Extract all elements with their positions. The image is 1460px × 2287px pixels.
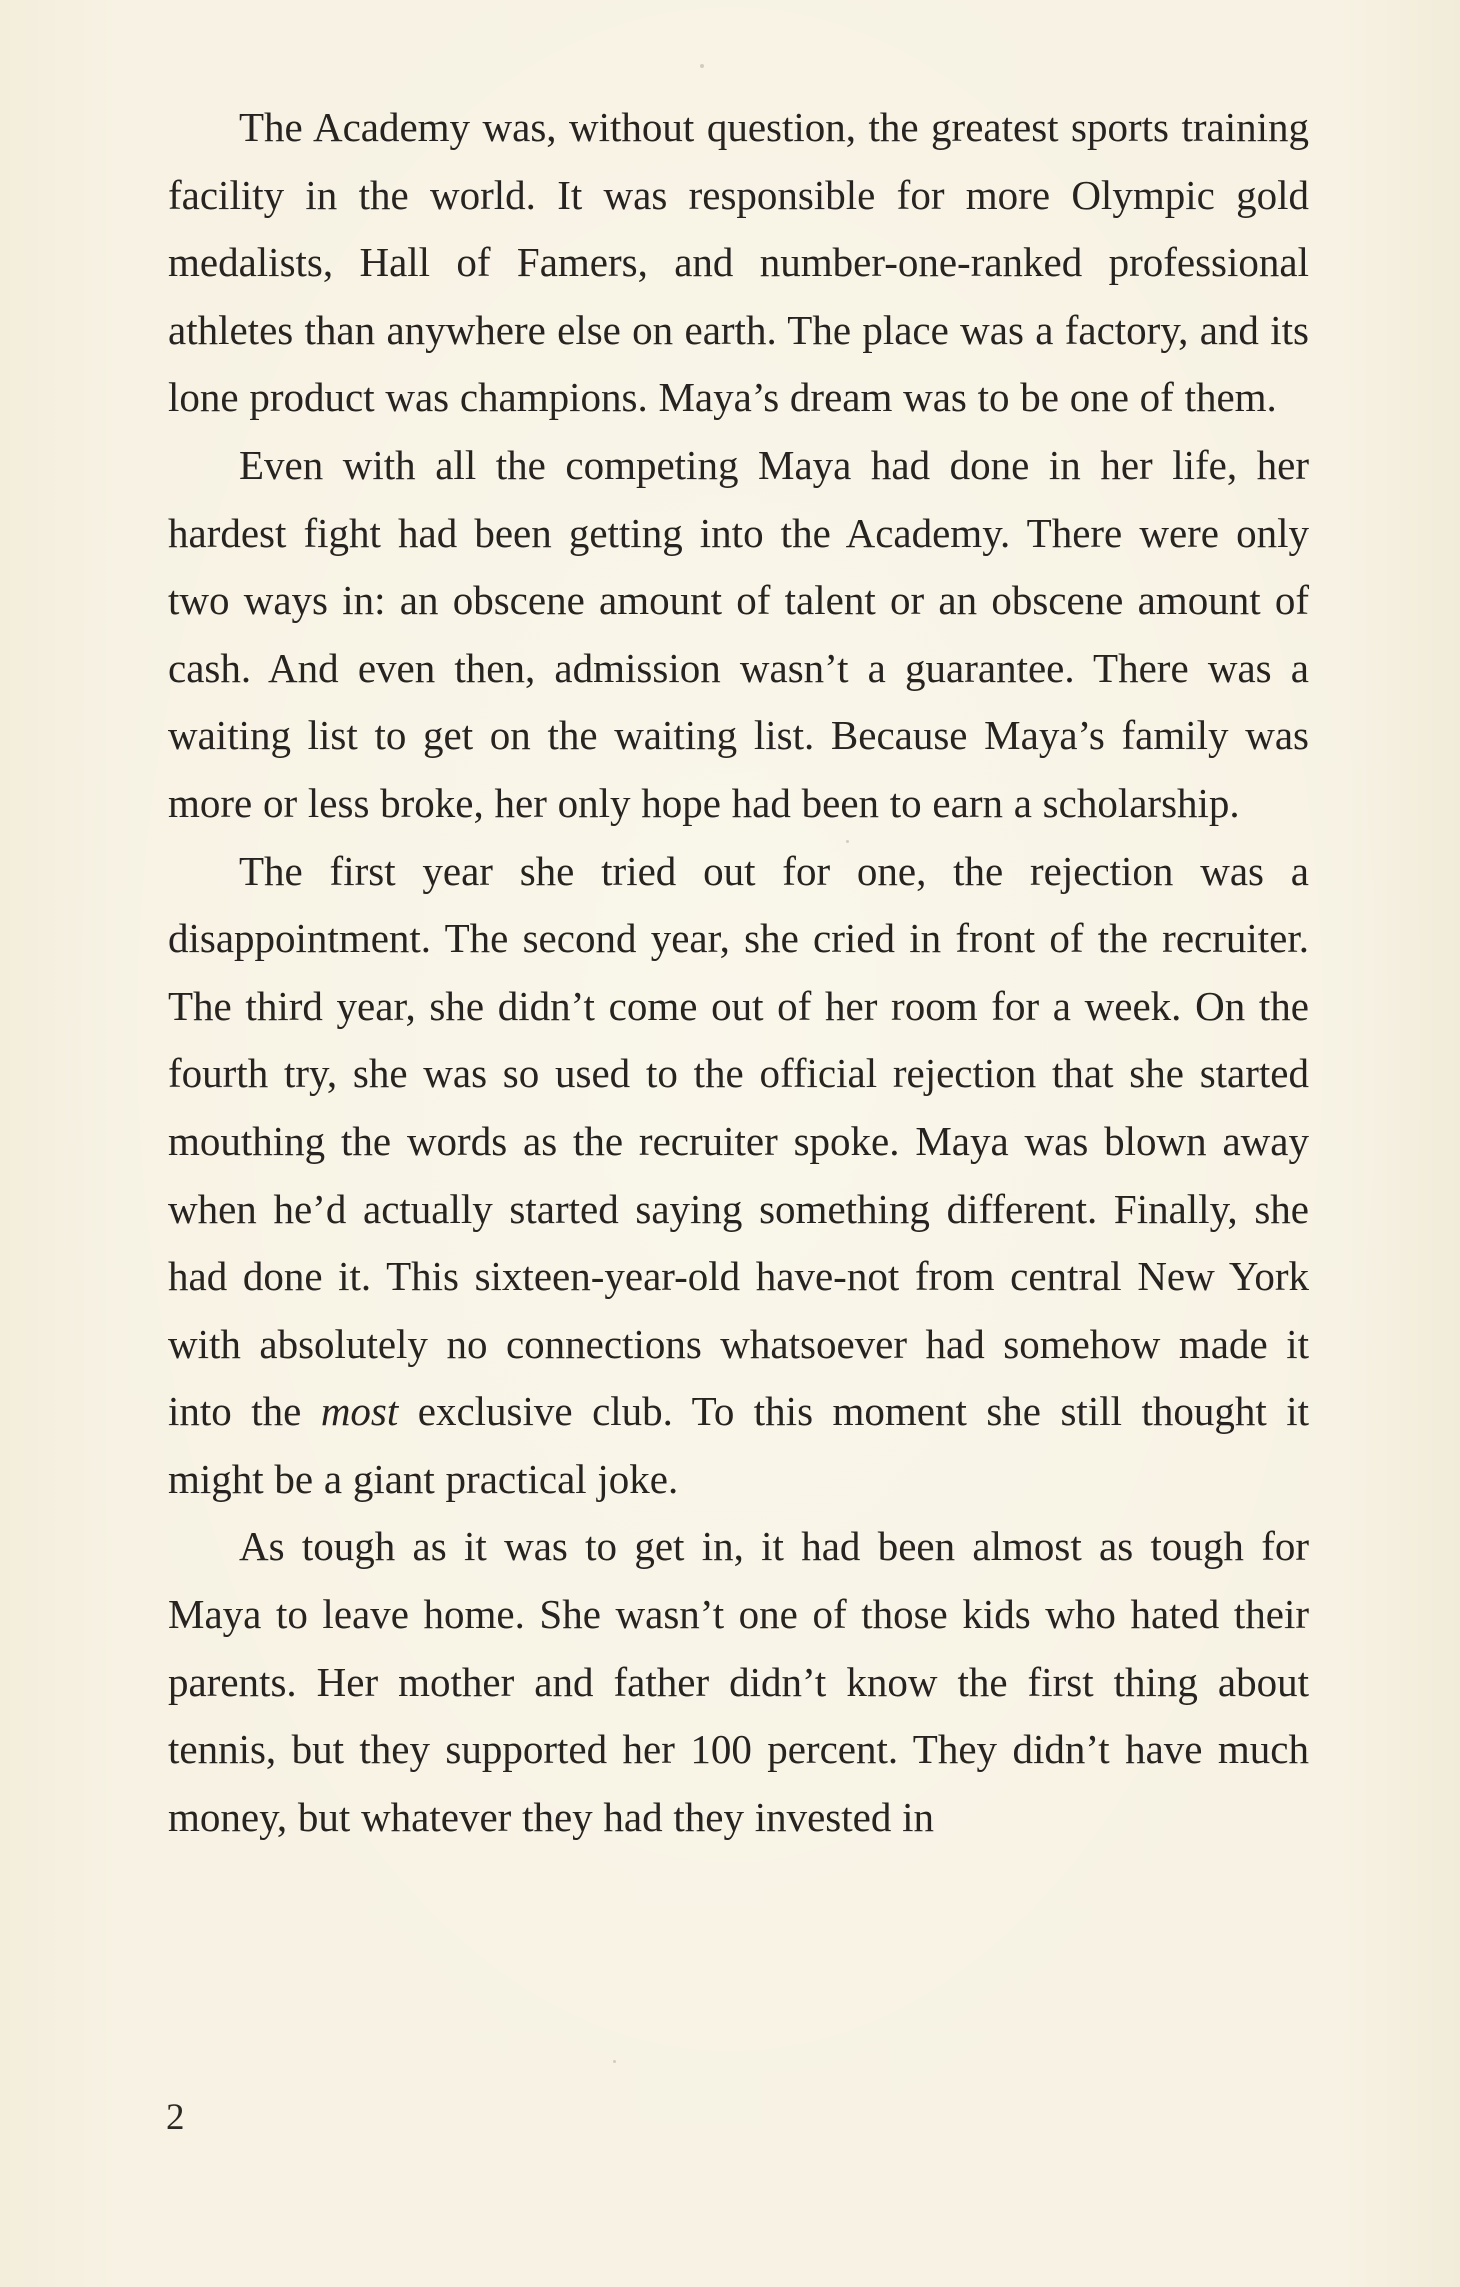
scan-speck — [613, 2060, 616, 2063]
paragraph-4 — [168, 1513, 1309, 1851]
scan-speck — [700, 64, 704, 68]
paragraph-3-text-start: The first year she tried out for one, the rejection was a disappointment. The second year, she cried in front of the recruiter. The third year, she didn’t come out of her room for a week. On the fourth try, she was so used to the official rejection that she started mouthing the words as the recruiter spoke. Maya was blown away when he’d actually started saying something different. Finally, she had done it. This sixteen-year-old have-not from central New York with absolutely no connections whatsoever had somehow made it into the — [168, 847, 1309, 1435]
paragraph-3 — [168, 838, 1309, 1514]
page-number: 2 — [166, 2097, 185, 2138]
paragraph-4-text: As tough as it was to get in, it had been almost as tough for Maya to leave home. She wasn’t one of those kids who hated their parents. Her mother and father didn’t know the first thing about tennis, but they supported her 100 percent. They didn’t have much money, but whatever they had they invested in — [168, 1523, 1309, 1840]
scan-speck — [846, 840, 849, 843]
paragraph-3-text-end: exclusive club. To this moment she still thought it might be a giant practical joke. — [168, 1388, 1309, 1502]
body-text — [168, 94, 1309, 1851]
emphasized-word: most — [320, 1388, 399, 1435]
paragraph-2 — [168, 432, 1309, 838]
paragraph-2-text: Even with all the competing Maya had done in her life, her hardest fight had been getting into the Academy. There were only two ways in: an obscene amount of talent or an obscene amount of cash. And even then, admission wasn’t a guarantee. There was a waiting list to get on the waiting list. Because Maya’s family was more or less broke, her only hope had been to earn a scholarship. — [168, 441, 1309, 826]
paragraph-1 — [168, 94, 1309, 432]
paragraph-1-text: The Academy was, without question, the greatest sports training facility in the world. It was responsible for more Olympic gold medalists, Hall of Famers, and number-one-ranked professional athletes than anywhere else on earth. The place was a factory, and its lone product was champions. Maya’s dream was to be one of them. — [168, 104, 1309, 421]
